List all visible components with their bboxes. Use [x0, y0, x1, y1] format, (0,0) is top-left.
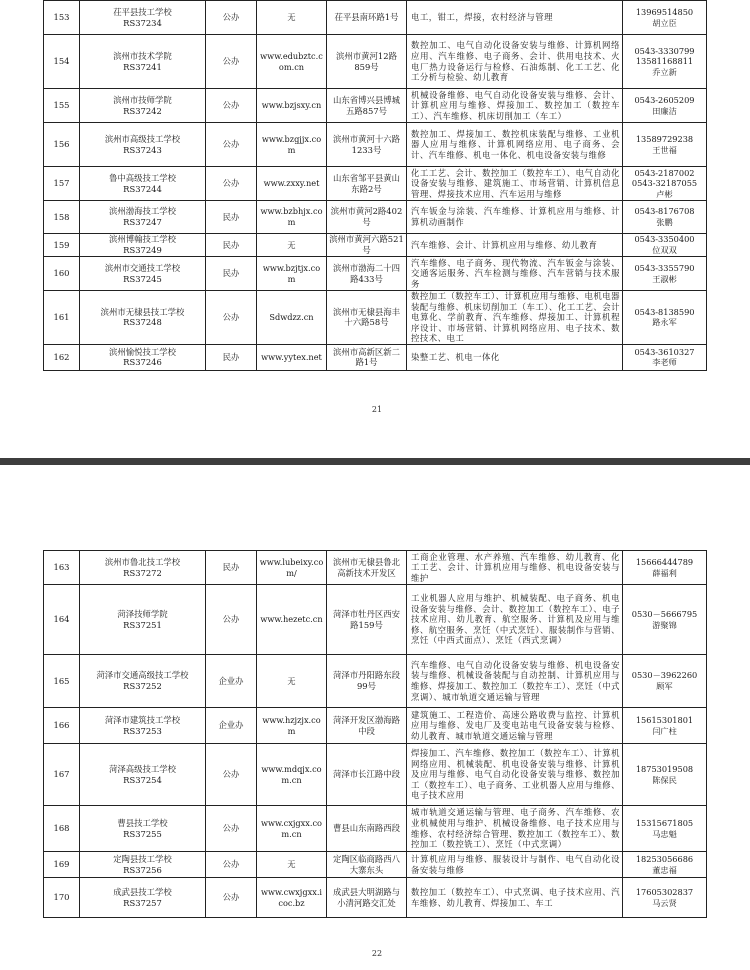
school-name-cell	[80, 291, 206, 345]
majors-list-cell: 工业机器人应用与维护、机械装配、电子商务、机电设备安装与维修、会计、数控加工（数控车工）、电子技术应用、幼儿教育、航空服务、计算机及应用与维修、航空服务、烹饪（中式烹饪）、服装制作与营销、烹饪（中西式面点）、烹饪（西式烹调）	[407, 585, 623, 655]
address-cell: 山东省邹平县黄山东路2号	[327, 167, 407, 201]
school-code: RS37255	[123, 828, 162, 839]
contact-person: 薛福利	[652, 567, 677, 578]
contact-info-cell	[623, 744, 707, 806]
school-code: RS37251	[123, 619, 162, 630]
address-cell: 滨州市渤海二十四路433号	[327, 257, 407, 291]
phone-number: 13969514850	[635, 6, 694, 17]
website-cell: www.edubztc.com.cn	[257, 35, 327, 89]
website-cell: www.yytex.net	[257, 344, 327, 370]
contact-person: 胡立臣	[652, 17, 677, 28]
school-name: 曹县技工学校	[117, 817, 168, 828]
contact-info-cell	[623, 167, 707, 201]
majors-list-cell: 数控加工、焊接加工、数控机床装配与维修、工业机器人应用与维修、计算机网络应用、电子商务、会计、汽车维修、机电一体化、机电设备安装与维修	[407, 123, 623, 167]
phone-number: 0543-8138590	[634, 306, 695, 317]
contact-person: 陈保民	[652, 774, 677, 785]
website-cell: 无	[257, 1, 327, 35]
contact-info-cell	[623, 257, 707, 291]
address-cell: 滨州市黄河2路402号	[327, 201, 407, 234]
school-name: 定陶县技工学校	[113, 853, 172, 864]
website-cell: www.hzjzjx.com	[257, 708, 327, 744]
school-name-cell	[80, 852, 206, 878]
table-row	[44, 655, 707, 708]
school-name: 滨州愉悦技工学校	[109, 346, 176, 357]
school-code: RS37245	[123, 273, 162, 284]
school-name: 菏泽市建筑技工学校	[104, 714, 181, 725]
majors-list-cell: 城市轨道交通运输与管理、电子商务、汽车维修、农业机械使用与维护、机械设备维修、电子技术应用与维修、农村经济综合管理、数控加工（数控车工）、数控加工（数控铣工）、烹饪（中式烹调）	[407, 806, 623, 852]
school-name-cell	[80, 234, 206, 257]
school-name-cell	[80, 89, 206, 123]
school-name-cell	[80, 806, 206, 852]
address-cell: 定陶区临商路西八大寨东头	[327, 852, 407, 878]
table-row	[44, 878, 707, 918]
phone-number: 0543-3355790	[634, 262, 695, 273]
address-cell: 滨州市黄河六路521号	[327, 234, 407, 257]
row-number-cell: 169	[44, 852, 80, 878]
school-code: RS37248	[123, 317, 162, 328]
school-code: RS37257	[123, 897, 162, 908]
page-number: 21	[371, 405, 383, 414]
row-number-cell: 163	[44, 551, 80, 585]
website-cell: 无	[257, 852, 327, 878]
website-cell: www.lubeixy.com/	[257, 551, 327, 585]
school-table-page-21	[43, 0, 707, 371]
contact-info-cell	[623, 1, 707, 35]
school-name: 成武县技工学校	[113, 886, 172, 897]
contact-info-cell	[623, 35, 707, 89]
school-code: RS37241	[123, 61, 162, 72]
majors-list-cell: 建筑施工、工程造价、高速公路收费与监控、计算机应用与维修、发电厂及变电站电气设备安装与检修、幼儿教育、城市轨道交通运输与管理	[407, 708, 623, 744]
school-code: RS37254	[123, 774, 162, 785]
table-row	[44, 123, 707, 167]
majors-list-cell: 机械设备维修、电气自动化设备安装与维修、会计、计算机应用与维修、焊接加工、数控加工（数控车工）、汽车维修、机床切削加工（车工）	[407, 89, 623, 123]
row-number-cell: 159	[44, 234, 80, 257]
majors-list-cell: 电工，钳工，焊接，农村经济与管理	[407, 1, 623, 35]
website-cell: www.zxxy.net	[257, 167, 327, 201]
website-cell: www.bzgjjx.com	[257, 123, 327, 167]
school-type-cell: 民办	[206, 551, 257, 585]
phone-number: 15666444789	[635, 556, 694, 567]
school-type-cell: 公办	[206, 167, 257, 201]
school-name-cell	[80, 744, 206, 806]
school-type-cell: 公办	[206, 35, 257, 89]
website-cell: www.hezetc.cn	[257, 585, 327, 655]
school-name-cell	[80, 201, 206, 234]
table-row	[44, 1, 707, 35]
contact-person: 李老师	[652, 357, 677, 368]
table-row	[44, 344, 707, 370]
table-row	[44, 806, 707, 852]
website-cell: www.bzbhjx.com	[257, 201, 327, 234]
table-row	[44, 551, 707, 585]
school-type-cell: 企业办	[206, 708, 257, 744]
row-number-cell: 153	[44, 1, 80, 35]
school-name-cell	[80, 585, 206, 655]
table-row	[44, 167, 707, 201]
website-cell: 无	[257, 234, 327, 257]
phone-number: 13589729238	[635, 133, 694, 144]
row-number-cell: 155	[44, 89, 80, 123]
school-code: RS37242	[123, 105, 162, 116]
school-name-cell	[80, 344, 206, 370]
address-cell: 曹县山东南路西段	[327, 806, 407, 852]
phone-number: 15315671805	[635, 817, 694, 828]
page-separator	[0, 440, 750, 468]
majors-list-cell: 汽车维修、会计、计算机应用与维修、幼儿教育	[407, 234, 623, 257]
contact-info-cell	[623, 201, 707, 234]
address-cell: 滨州市无棣县鲁北高新技术开发区	[327, 551, 407, 585]
school-type-cell: 公办	[206, 878, 257, 918]
school-type-cell: 公办	[206, 806, 257, 852]
website-cell: www.cxjgxx.com.cn	[257, 806, 327, 852]
address-cell: 滨州市黄河十六路1233号	[327, 123, 407, 167]
row-number-cell: 158	[44, 201, 80, 234]
website-cell: 无	[257, 655, 327, 708]
contact-person: 王世福	[652, 144, 677, 155]
school-name: 滨州市技术学院	[113, 50, 172, 61]
phone-number: 15615301801	[635, 714, 694, 725]
majors-list-cell: 化工工艺、会计、数控加工（数控车工）、电气自动化设备安装与维修、建筑施工、市场营销、计算机信息管理、焊接技术应用、汽车运用与维修	[407, 167, 623, 201]
table-row	[44, 291, 707, 345]
row-number-cell: 170	[44, 878, 80, 918]
row-number-cell: 166	[44, 708, 80, 744]
school-type-cell: 公办	[206, 123, 257, 167]
contact-info-cell	[623, 89, 707, 123]
address-cell: 滨州市高新区新二路1号	[327, 344, 407, 370]
contact-info-cell	[623, 852, 707, 878]
school-name-cell	[80, 878, 206, 918]
school-code: RS37247	[123, 217, 162, 227]
school-code: RS37249	[123, 245, 162, 255]
contact-info-cell	[623, 655, 707, 708]
school-code: RS37272	[123, 567, 162, 578]
majors-list-cell: 数控加工（数控车工）、中式烹调、电子技术应用、汽车维修、幼儿教育、焊接加工、车工	[407, 878, 623, 918]
school-name: 菏泽高级技工学校	[109, 763, 176, 774]
row-number-cell: 165	[44, 655, 80, 708]
table-row	[44, 585, 707, 655]
table-row	[44, 201, 707, 234]
address-cell: 成武县大明湖路与小清河路交汇处	[327, 878, 407, 918]
address-cell: 菏泽市长江路中段	[327, 744, 407, 806]
school-type-cell: 民办	[206, 234, 257, 257]
school-name: 滨州市无棣县技工学校	[100, 306, 185, 317]
website-cell: www.bzjtjx.com	[257, 257, 327, 291]
contact-info-cell	[623, 551, 707, 585]
contact-info-cell	[623, 806, 707, 852]
table-row	[44, 35, 707, 89]
majors-list-cell: 汽车维修、电气自动化设备安装与维修、机电设备安装与维修、机械设备装配与自动控制、计算机应用与维修、焊接加工、数控加工（数控车工）、烹饪（中式烹调）、城市轨道交通运输与管理	[407, 655, 623, 708]
address-cell: 茌平县南环路1号	[327, 1, 407, 35]
majors-list-cell: 计算机应用与维修、服装设计与制作、电气自动化设备安装与维修	[407, 852, 623, 878]
contact-info-cell	[623, 585, 707, 655]
website-cell: Sdwdzz.cn	[257, 291, 327, 345]
school-name-cell	[80, 123, 206, 167]
school-type-cell: 公办	[206, 744, 257, 806]
majors-list-cell: 汽车钣金与涂装、汽车维修、计算机应用与维修、计算机动画制作	[407, 201, 623, 234]
school-type-cell: 公办	[206, 852, 257, 878]
website-cell: www.cwxjgxx.icoc.bz	[257, 878, 327, 918]
school-name: 滨州博翰技工学校	[109, 234, 176, 245]
school-name-cell	[80, 35, 206, 89]
school-name: 滨州市高级技工学校	[104, 133, 181, 144]
contact-person: 马忠魁	[652, 828, 677, 839]
school-type-cell: 公办	[206, 89, 257, 123]
website-cell: www.bzjsxy.cn	[257, 89, 327, 123]
school-name-cell	[80, 551, 206, 585]
majors-list-cell: 工商企业管理、水产养殖、汽车维修、幼儿教育、化工工艺、会计、计算机应用与维修、机电设备安装与维护	[407, 551, 623, 585]
contact-person: 王淑彬	[652, 273, 677, 284]
contact-person: 田廉洁	[652, 105, 677, 116]
address-cell: 菏泽市牡丹区西安路159号	[327, 585, 407, 655]
contact-info-cell	[623, 123, 707, 167]
contact-person: 路永军	[652, 317, 677, 328]
table-row	[44, 708, 707, 744]
school-code: RS37252	[123, 681, 162, 691]
contact-person: 闫广柱	[652, 725, 677, 736]
school-name: 滨州市鲁北技工学校	[104, 556, 181, 567]
school-type-cell: 公办	[206, 291, 257, 345]
phone-number: 18253056686	[635, 853, 694, 864]
school-code: RS37246	[123, 357, 162, 368]
school-code: RS37243	[123, 144, 162, 155]
school-name-cell	[80, 708, 206, 744]
document-page-22	[0, 468, 750, 970]
row-number-cell: 160	[44, 257, 80, 291]
school-type-cell: 企业办	[206, 655, 257, 708]
school-name-cell	[80, 655, 206, 708]
table-row	[44, 234, 707, 257]
row-number-cell: 154	[44, 35, 80, 89]
contact-info-cell	[623, 708, 707, 744]
school-name: 鲁中高级技工学校	[109, 172, 176, 183]
phone-number: 0530－5666795	[631, 608, 698, 619]
school-code: RS37253	[123, 725, 162, 736]
phone-number: 0543-3610327	[634, 346, 695, 357]
phone-number: 0530－3962260	[631, 670, 698, 681]
row-number-cell: 167	[44, 744, 80, 806]
school-name: 茌平县技工学校	[113, 6, 172, 17]
school-type-cell: 民办	[206, 201, 257, 234]
school-name: 菏泽技师学院	[117, 608, 168, 619]
school-code: RS37256	[123, 864, 162, 875]
school-name: 滨州渤海技工学校	[109, 206, 176, 217]
row-number-cell: 162	[44, 344, 80, 370]
school-name-cell	[80, 167, 206, 201]
contact-person: 张鹏	[656, 217, 673, 227]
address-cell: 滨州市黄河12路859号	[327, 35, 407, 89]
phone-number: 17605302837	[635, 886, 694, 897]
contact-info-cell	[623, 878, 707, 918]
contact-person: 位双双	[652, 245, 677, 255]
phone-number: 0543-2187002 0543-32187055	[631, 167, 698, 189]
contact-info-cell	[623, 291, 707, 345]
phone-number: 18753019508	[635, 763, 694, 774]
school-type-cell: 民办	[206, 344, 257, 370]
contact-person: 马云贤	[652, 897, 677, 908]
table-row	[44, 89, 707, 123]
school-type-cell: 民办	[206, 257, 257, 291]
row-number-cell: 156	[44, 123, 80, 167]
phone-number: 0543-3350400	[634, 234, 695, 245]
contact-info-cell	[623, 234, 707, 257]
phone-number: 0543-3330799 13581168811	[634, 45, 695, 67]
contact-person: 董忠福	[652, 864, 677, 875]
table-row	[44, 744, 707, 806]
school-code: RS37244	[123, 183, 162, 194]
row-number-cell: 168	[44, 806, 80, 852]
row-number-cell: 164	[44, 585, 80, 655]
table-row	[44, 852, 707, 878]
phone-number: 0543-8176708	[634, 206, 695, 217]
contact-person: 卢彬	[656, 188, 673, 199]
row-number-cell: 161	[44, 291, 80, 345]
school-name: 滨州市交通技工学校	[104, 262, 181, 273]
school-name-cell	[80, 257, 206, 291]
address-cell: 山东省博兴县博城五路857号	[327, 89, 407, 123]
majors-list-cell: 数控加工、电气自动化设备安装与维修、计算机网络应用、汽车维修、电子商务、会计、供用电技术、火电厂热力设备运行与检修、石油炼制、化工工艺、化工分析与检验、幼儿教育	[407, 35, 623, 89]
document-page-21	[0, 0, 750, 440]
contact-info-cell	[623, 344, 707, 370]
row-number-cell: 157	[44, 167, 80, 201]
school-name: 菏泽市交通高级技工学校	[96, 670, 189, 681]
school-type-cell: 公办	[206, 1, 257, 35]
majors-list-cell: 焊接加工、汽车维修、数控加工（数控车工）、计算机网络应用、机械装配、机电设备安装与维修、计算机及应用与维修、电气自动化设备安装与维修、数控加工（数控车工）、电子商务、工业机器人应用与维修、电子技术应用	[407, 744, 623, 806]
majors-list-cell: 汽车维修、电子商务、现代物流、汽车钣金与涂装、交通客运服务、汽车检测与维修、汽车营销与技术服务	[407, 257, 623, 291]
address-cell: 菏泽开发区渤海路中段	[327, 708, 407, 744]
table-row	[44, 257, 707, 291]
school-name: 滨州市技师学院	[113, 94, 172, 105]
school-table-page-22	[43, 550, 707, 918]
address-cell: 滨州市无棣县海丰十六路58号	[327, 291, 407, 345]
contact-person: 乔立新	[652, 66, 677, 77]
address-cell: 菏泽市丹阳路东段99号	[327, 655, 407, 708]
page-number: 22	[371, 949, 383, 958]
contact-person: 顾军	[656, 681, 673, 691]
majors-list-cell: 染整工艺、机电一体化	[407, 344, 623, 370]
contact-person: 游聚锦	[652, 619, 677, 630]
phone-number: 0543-2605209	[634, 94, 695, 105]
school-name-cell	[80, 1, 206, 35]
website-cell: www.mdqjx.com.cn	[257, 744, 327, 806]
school-code: RS37234	[123, 17, 162, 28]
majors-list-cell: 数控加工（数控车工）、计算机应用与维修、电机电器装配与维修、机床切削加工（车工）、化工工艺、会计电算化、学前教育、汽车维修、焊接加工、计算机程序设计、市场营销、计算机网络应用、电子技术、数控技术、电工	[407, 291, 623, 345]
school-type-cell: 公办	[206, 585, 257, 655]
